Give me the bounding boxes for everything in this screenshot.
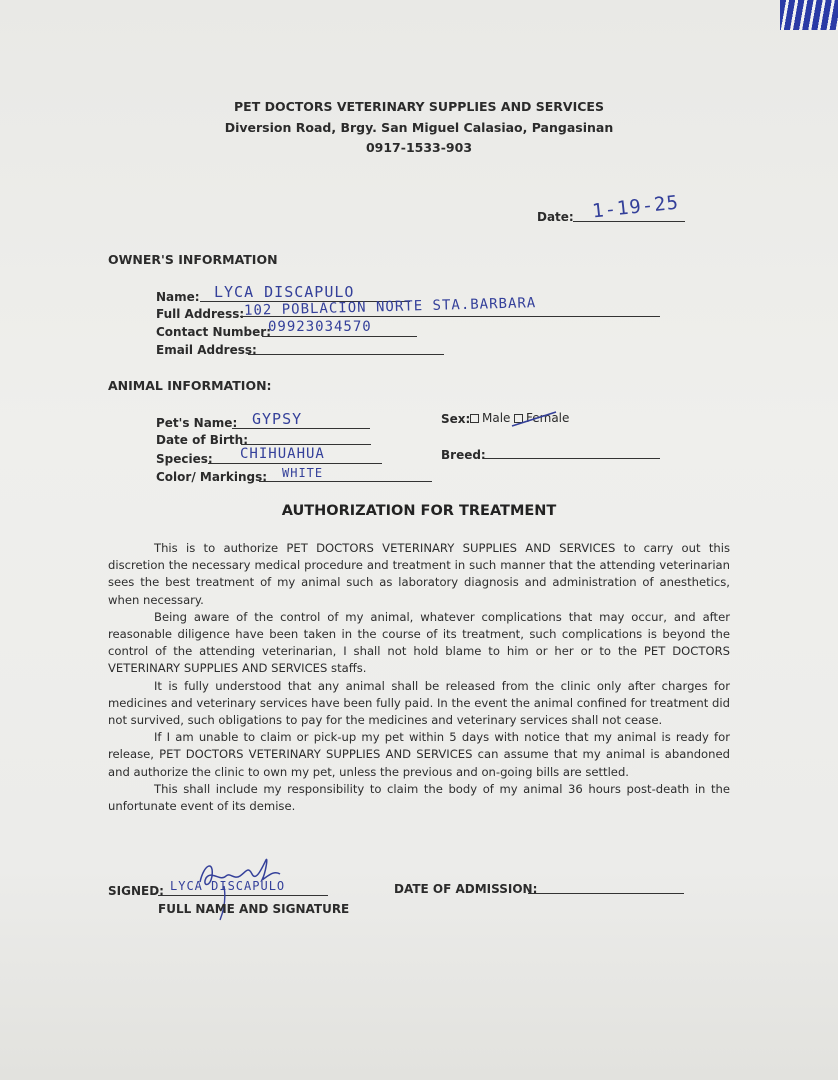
breed-label: Breed:: [441, 448, 486, 462]
color-label: Color/ Markings:: [156, 470, 268, 484]
dob-line[interactable]: [241, 444, 371, 445]
color-line: [259, 481, 432, 482]
owner-contact-label: Contact Number:: [156, 325, 271, 339]
authorization-paragraph-4: If I am unable to claim or pick-up my pet within 5 days with notice that my animal is ready for release, PET DOCTORS VETERINARY SUPPLIES AND SERVICES can assume that my animal is abandoned and authorize the clinic to own my pet, unless the previous and on-going bills are settled.: [108, 730, 730, 779]
pet-name-value[interactable]: GYPSY: [252, 410, 303, 428]
authorization-body: [108, 540, 730, 815]
owner-contact-line: [262, 336, 417, 337]
authorization-paragraph-5: This shall include my responsibility to claim the body of my animal 36 hours post-death in the unfortunate event of its demise.: [108, 781, 730, 814]
admission-line[interactable]: [528, 893, 684, 894]
date-label: Date:: [537, 210, 574, 224]
sex-label: Sex:: [441, 412, 471, 426]
owner-section-title: OWNER'S INFORMATION: [108, 252, 278, 267]
species-value[interactable]: CHIHUAHUA: [240, 446, 325, 462]
dob-label: Date of Birth:: [156, 433, 249, 447]
owner-address-value[interactable]: 102 POBLACION NORTE STA.BARBARA: [243, 295, 537, 319]
species-label: Species:: [156, 452, 213, 466]
authorization-paragraph-2: Being aware of the control of my animal, whatever complications that may occur, and after reasonable diligence have been taken in the course of its treatment, such complications is beyond the control of the attending veterinarian, I shall not hold blame to him or her or to the PET DOCTORS VETERINARY SUPPLIES AND SERVICES staffs.: [108, 609, 730, 676]
sex-male-checkbox[interactable]: [470, 414, 479, 423]
breed-line[interactable]: [484, 458, 660, 459]
color-value[interactable]: WHITE: [282, 466, 324, 480]
signed-label: SIGNED:: [108, 884, 164, 898]
signed-name[interactable]: LYCA DISCAPULO: [170, 879, 286, 893]
pet-name-line: [232, 428, 370, 429]
clinic-phone: 0917-1533-903: [365, 140, 473, 155]
admission-label: DATE OF ADMISSION:: [394, 882, 538, 896]
clinic-name: PET DOCTORS VETERINARY SUPPLIES AND SERVICES: [234, 99, 604, 114]
authorization-paragraph-3: It is fully understood that any animal shall be released from the clinic only after charges for medicines and veterinary services have been fully paid. In the event the animal confined for treatment did not survived, such obligations to pay for the medicines and veterinary services shall not cease.: [108, 678, 730, 728]
authorization-paragraph-1: This is to authorize PET DOCTORS VETERINARY SUPPLIES AND SERVICES to carry out this discretion the necessary medical procedure and treatment in such manner that the attending veterinarian sees the best treatment of my animal such as laboratory diagnosis and administration of anesthetics, when necessary.: [108, 541, 730, 607]
date-line: [573, 221, 685, 222]
owner-email-label: Email Address:: [156, 343, 257, 357]
sex-male-label: Male: [482, 411, 511, 425]
clinic-address: Diversion Road, Brgy. San Miguel Calasiao, Pangasinan: [224, 120, 614, 135]
sex-female-label: Female: [526, 411, 570, 425]
female-checkmark-icon: [510, 408, 560, 430]
owner-email-line[interactable]: [248, 354, 444, 355]
date-value[interactable]: 1-19-25: [591, 191, 680, 223]
animal-section-title: ANIMAL INFORMATION:: [108, 378, 272, 393]
pet-name-label: Pet's Name:: [156, 416, 238, 430]
owner-address-label: Full Address:: [156, 307, 245, 321]
authorization-title: AUTHORIZATION FOR TREATMENT: [281, 503, 557, 519]
owner-contact-value[interactable]: 09923034570: [268, 319, 372, 335]
species-line: [208, 463, 382, 464]
background-fabric: [780, 0, 838, 30]
owner-name-value[interactable]: LYCA DISCAPULO: [214, 283, 355, 301]
signature-caption: FULL NAME AND SIGNATURE: [158, 902, 350, 916]
owner-name-label: Name:: [156, 290, 200, 304]
